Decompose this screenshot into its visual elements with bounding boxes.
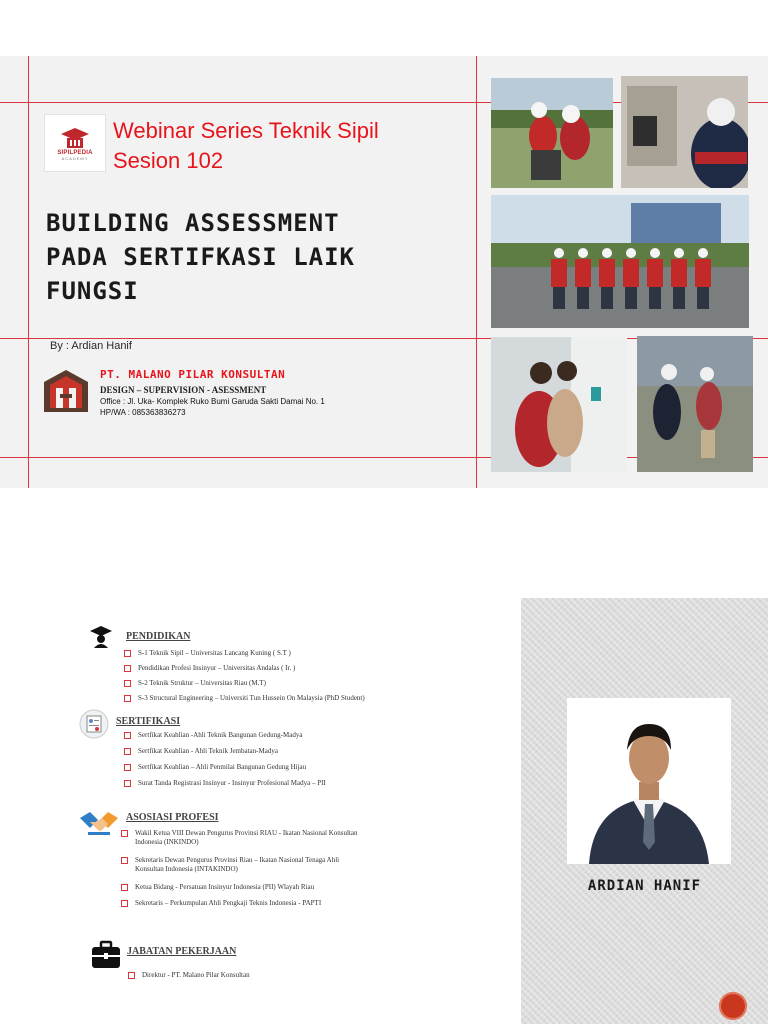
profile-name: ARDIAN HANIF bbox=[587, 878, 702, 894]
title-slide bbox=[0, 56, 768, 488]
title-line: FUNGSI bbox=[46, 277, 139, 305]
title-line: BUILDING ASSESSMENT bbox=[46, 209, 340, 237]
item-line: Konsultan Indonesia (INTAKINDO) bbox=[135, 865, 238, 873]
section-title-pendidikan: PENDIDIKAN bbox=[126, 631, 191, 642]
list-item: Sertfikat Keahlian -Ahli Teknik Bangunan Gedung-Madya bbox=[124, 731, 504, 740]
company-name: PT. MALANO PILAR KONSULTAN bbox=[100, 368, 286, 381]
list-pendidikan bbox=[124, 649, 504, 703]
list-jabatan bbox=[128, 971, 428, 980]
site-photo-walkthrough bbox=[637, 336, 753, 472]
brand-word: SIPILPEDIA bbox=[57, 149, 93, 156]
list-sertifikasi bbox=[124, 731, 504, 788]
author-line: By : Ardian Hanif bbox=[50, 340, 132, 352]
item-line: Wakil Ketua VIII Dewan Pengurus Provinsi RIAU - Ikatan Nasional Konsultan bbox=[135, 829, 358, 837]
brand-sub: ACADEMY bbox=[61, 155, 89, 161]
item-line: Indonesia (INKINDO) bbox=[135, 838, 199, 846]
list-item: Ketua Bidang - Persatuan Insinyur Indonesia (PII) Wlayah Riau bbox=[121, 883, 511, 892]
site-photo-panel bbox=[621, 76, 748, 188]
next-slide-button[interactable] bbox=[719, 992, 747, 1020]
graduation-building-icon bbox=[60, 126, 90, 150]
list-item bbox=[121, 856, 511, 874]
section-title-asosiasi: ASOSIASI PROFESI bbox=[126, 812, 219, 823]
section-title-sertifikasi: SERTIFIKASI bbox=[116, 716, 181, 727]
site-photo-inspection bbox=[491, 78, 613, 188]
list-item: Sertfikat Keahlian – Ahli Penmilai Bangunan Gedung Hijau bbox=[124, 763, 504, 772]
list-item: Sertfikat Keahlian - Ahli Teknik Jembatan-Madya bbox=[124, 747, 504, 756]
company-office: Office : Jl. Uka- Komplek Ruko Bumi Garuda Sakti Damai No. 1 bbox=[100, 397, 325, 406]
list-item: S-2 Teknik Struktur – Universitas Riau (M.T) bbox=[124, 679, 504, 688]
webinar-heading bbox=[113, 116, 379, 176]
divider-line bbox=[476, 56, 477, 488]
list-item: Sekretaris – Perkumpulan Ahli Pengkaji Teknis Indonesia - PAPTI bbox=[121, 899, 511, 908]
divider-line bbox=[28, 56, 29, 488]
webinar-series: Webinar Series Teknik Sipil bbox=[113, 118, 379, 143]
certificate-icon bbox=[79, 709, 109, 739]
profile-panel bbox=[521, 598, 768, 1024]
handshake-icon bbox=[80, 808, 118, 838]
item-line: Sekretaris Dewan Pengurus Provinsi Riau – Ikatan Nasional Tenaga Ahli bbox=[135, 856, 340, 864]
company-phone: HP/WA : 085363836273 bbox=[100, 408, 186, 417]
list-item bbox=[121, 829, 511, 847]
building-logo-icon bbox=[42, 368, 90, 414]
session-number: Sesion 102 bbox=[113, 148, 224, 173]
briefcase-icon bbox=[90, 939, 122, 971]
company-tagline: DESIGN – SUPERVISION - ASESSMENT bbox=[100, 385, 267, 395]
list-asosiasi bbox=[121, 829, 511, 908]
profile-photo bbox=[567, 698, 731, 864]
list-item: S-3 Structural Engineering – Universiti Tun Hussein On Malaysia (PhD Student) bbox=[124, 694, 504, 703]
title-line: PADA SERTIFKASI LAIK bbox=[46, 243, 355, 271]
list-item: Pendidikan Profesi Insinyur – Universitas Andalas ( Ir. ) bbox=[124, 664, 504, 673]
presentation-title bbox=[46, 206, 471, 308]
list-item: S-1 Teknik Sipil – Universitas Lancang Kuning ( S.T ) bbox=[124, 649, 504, 658]
list-item: Direktur - PT. Malano Pilar Konsultan bbox=[128, 971, 428, 980]
list-item: Surat Tanda Registrasi Insinyur - Insinyur Profesional Madya – PII bbox=[124, 779, 504, 788]
graduation-cap-icon bbox=[89, 624, 113, 648]
site-photo-hallway bbox=[491, 337, 627, 472]
section-title-jabatan: JABATAN PEKERJAAN bbox=[127, 946, 237, 957]
site-photo-team bbox=[491, 195, 749, 328]
sipilpedia-logo bbox=[44, 114, 106, 172]
